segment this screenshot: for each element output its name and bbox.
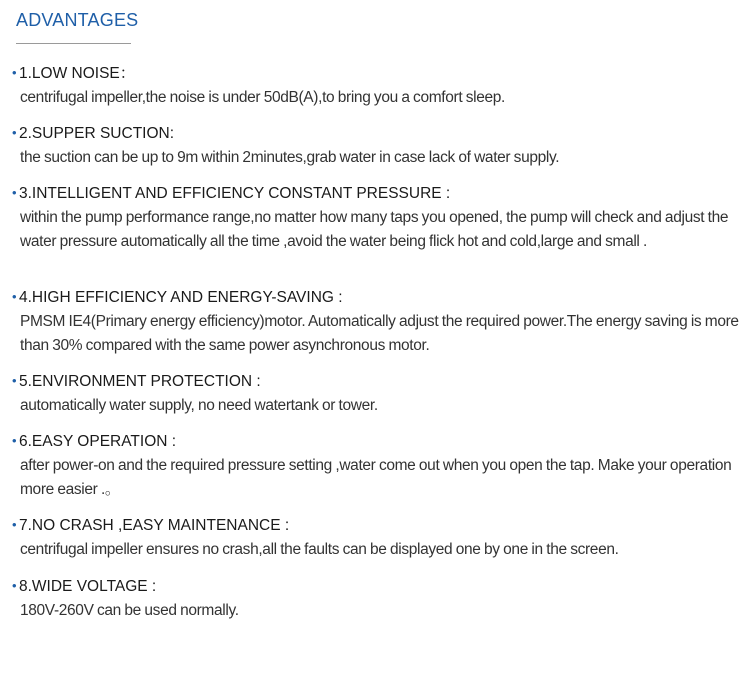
advantage-heading-2	[12, 121, 744, 146]
advantage-body-4: PMSM IE4(Primary energy efficiency)motor. Automatically adjust the required power.The energy saving is more than 30% compared with the same power asynchronous motor.	[20, 313, 739, 354]
bullet-icon: •	[12, 289, 17, 304]
bullet-icon: •	[12, 185, 17, 200]
advantage-body-1: centrifugal impeller,the noise is under 50dB(A),to bring you a comfort sleep.	[20, 89, 505, 106]
advantage-body-6: after power-on and the required pressure setting ,water come out when you open the tap. Make your operation more easier .。	[20, 457, 732, 498]
advantage-body-2: the suction can be up to 9m within 2minutes,grab water in case lack of water supply.	[20, 149, 560, 166]
bullet-icon: •	[12, 578, 17, 593]
advantages-title: ADVANTAGES	[16, 10, 139, 30]
advantage-heading-text: 6.EASY OPERATION :	[19, 433, 177, 450]
advantage-heading-text: 7.NO CRASH ,EASY MAINTENANCE :	[19, 517, 290, 534]
advantage-item-8	[12, 574, 744, 623]
advantage-item-3	[12, 181, 744, 254]
advantage-item-4	[12, 285, 744, 358]
advantage-body-3: within the pump performance range,no matter how many taps you opened, the pump will check and adjust the water pressure automatically all the time ,avoid the water being flick hot and cold,large and small .	[20, 209, 729, 250]
advantage-body-8: 180V-260V can be used normally.	[20, 602, 239, 619]
advantage-item-7	[12, 513, 744, 562]
advantage-heading-text: 1.LOW NOISE：	[19, 65, 136, 82]
bullet-icon: •	[12, 65, 17, 80]
advantage-item-5	[12, 369, 744, 418]
advantage-heading-text: 8.WIDE VOLTAGE :	[19, 578, 157, 595]
advantage-heading-5	[12, 369, 744, 394]
bullet-icon: •	[12, 373, 17, 388]
advantage-item-1	[12, 61, 744, 110]
advantage-heading-text: 5.ENVIRONMENT PROTECTION :	[19, 373, 261, 390]
advantage-item-6	[12, 429, 744, 502]
advantage-body-5: automatically water supply, no need watertank or tower.	[20, 397, 378, 414]
advantage-heading-3	[12, 181, 744, 206]
advantage-heading-1	[12, 61, 744, 86]
bullet-icon: •	[12, 517, 17, 532]
advantage-heading-text: 3.INTELLIGENT AND EFFICIENCY CONSTANT PRESSURE :	[19, 185, 451, 202]
bullet-icon: •	[12, 125, 17, 140]
advantage-heading-4	[12, 285, 744, 310]
advantage-heading-text: 4.HIGH EFFICIENCY AND ENERGY-SAVING :	[19, 289, 343, 306]
title-underline	[16, 43, 131, 44]
advantage-heading-6	[12, 429, 744, 454]
advantage-heading-text: 2.SUPPER SUCTION:	[19, 125, 175, 142]
advantage-body-7: centrifugal impeller ensures no crash,all the faults can be displayed one by one in the screen.	[20, 541, 619, 558]
bullet-icon: •	[12, 433, 17, 448]
advantage-heading-7	[12, 513, 744, 538]
advantage-item-2	[12, 121, 744, 170]
advantage-heading-8	[12, 574, 744, 599]
